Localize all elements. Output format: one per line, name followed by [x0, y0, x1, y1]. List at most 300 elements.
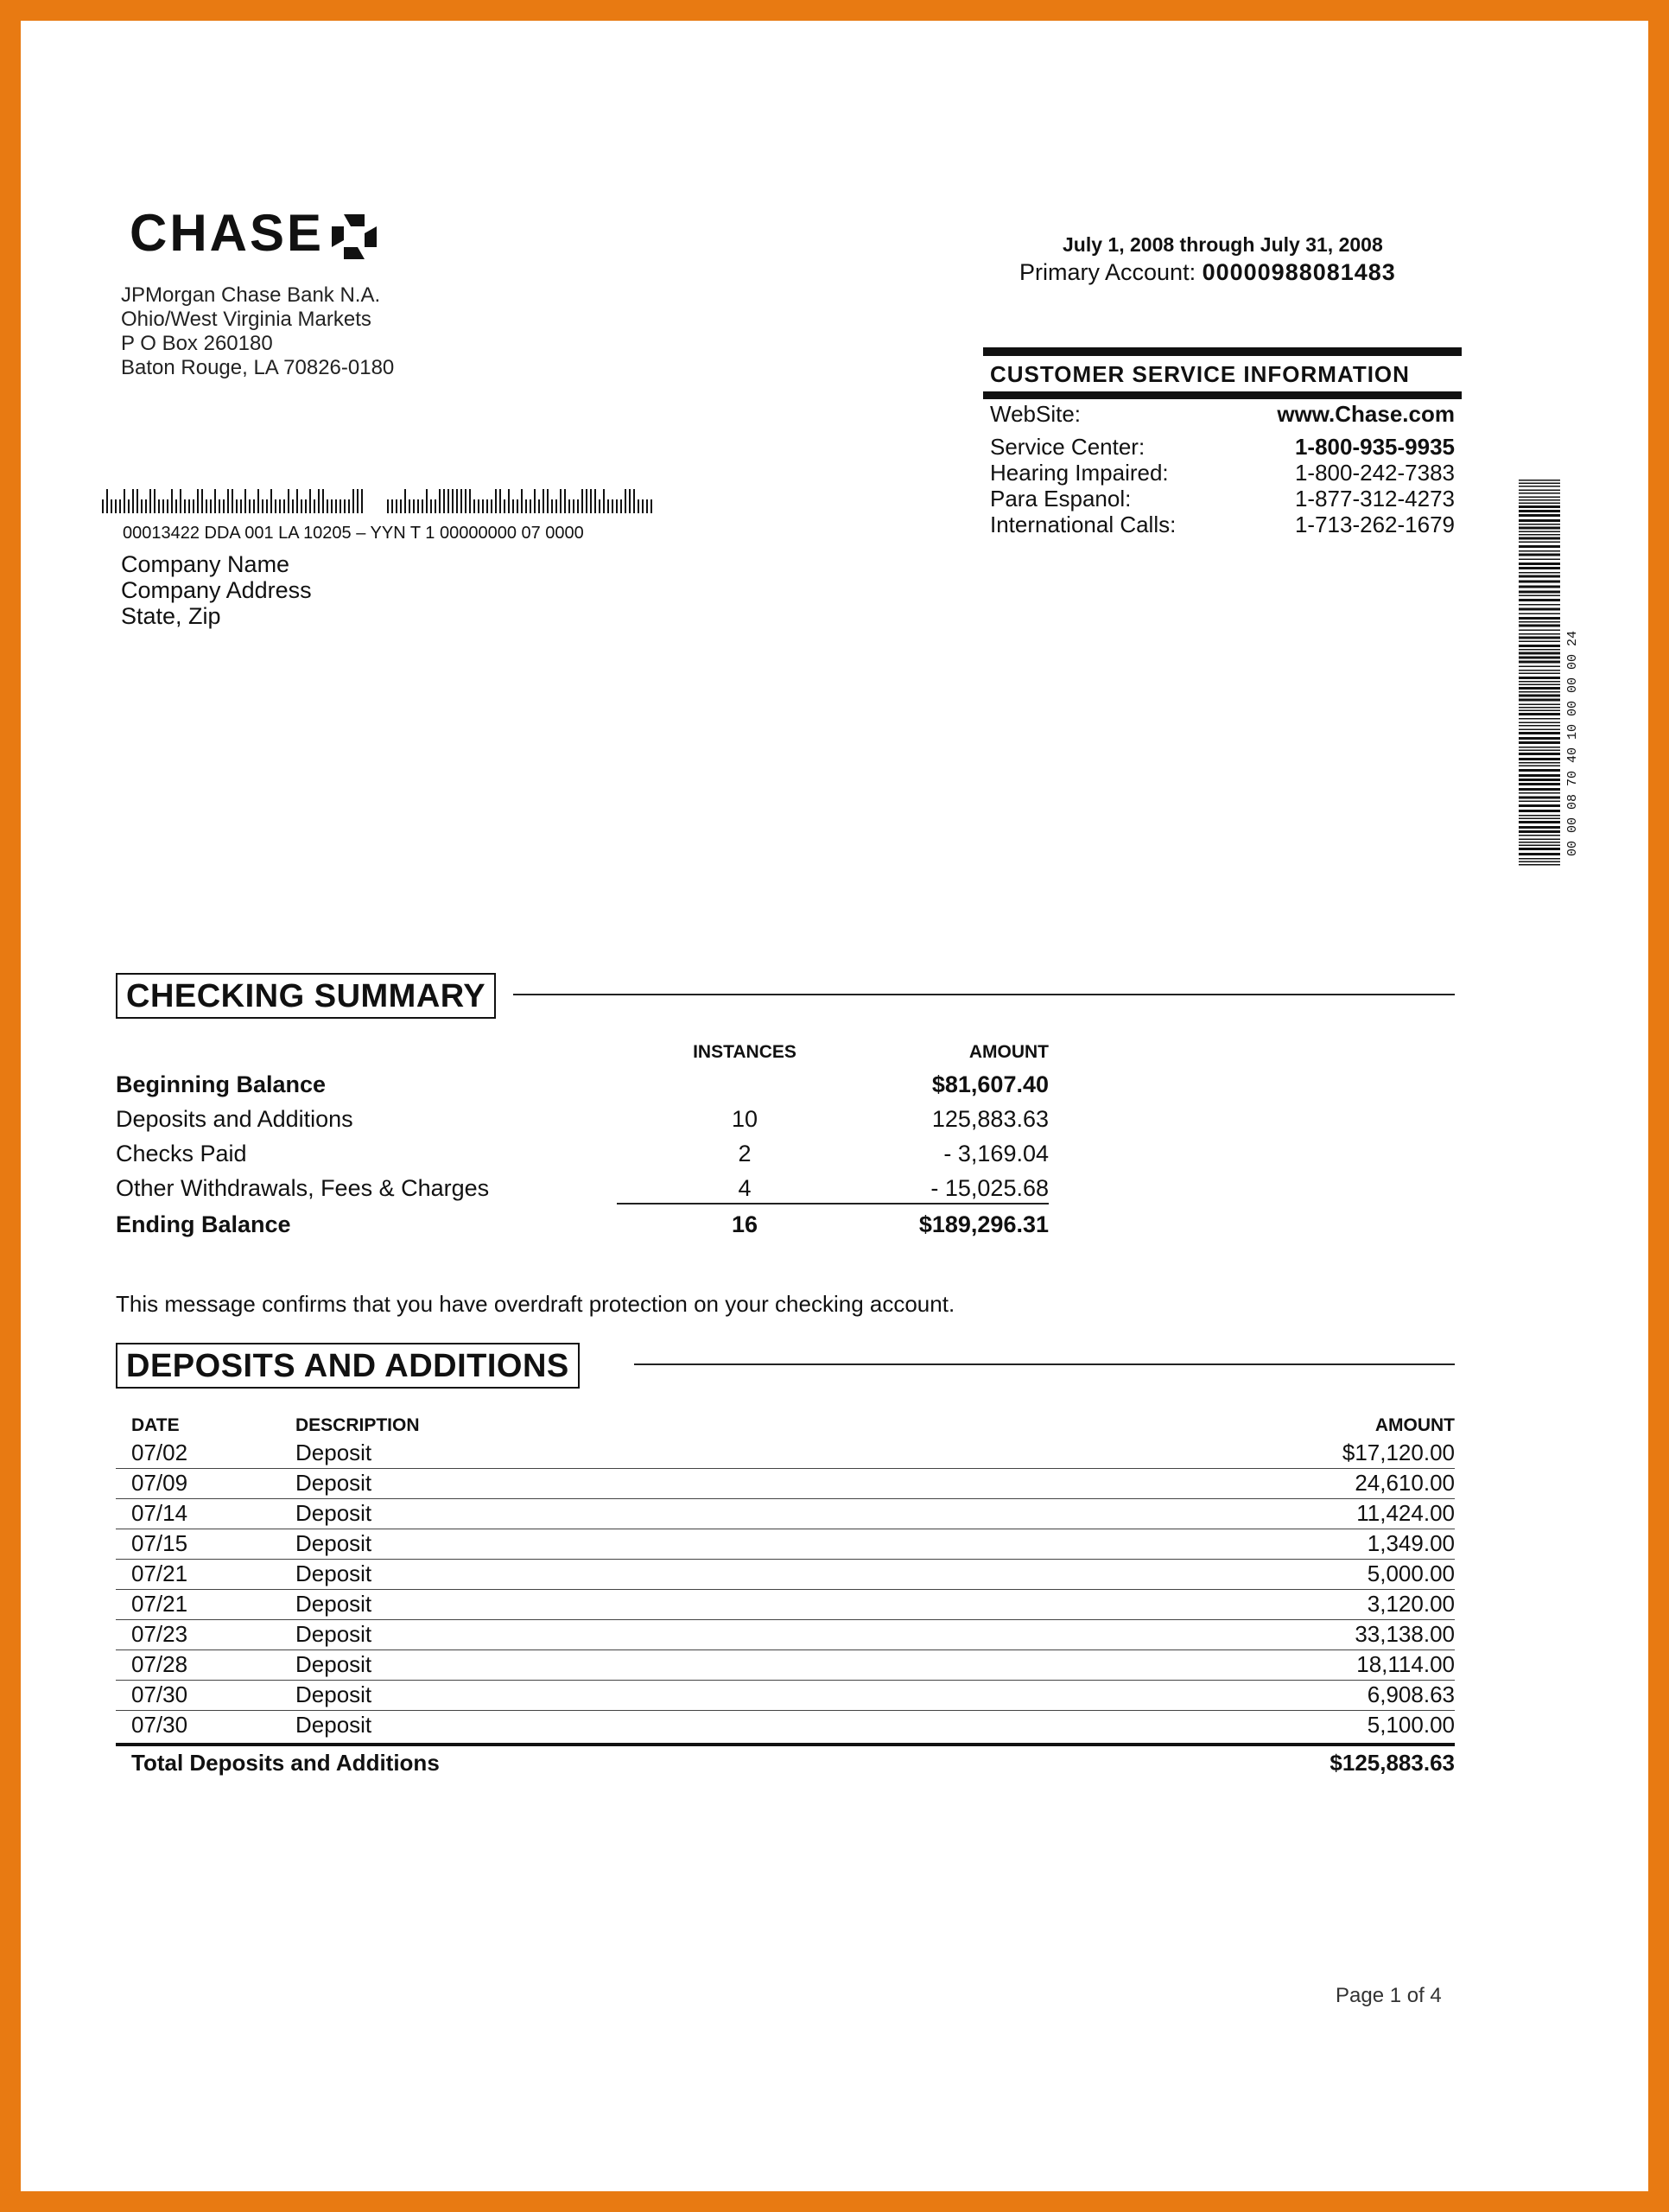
- barcode-bar: [314, 499, 315, 513]
- deposits-total-label: Total Deposits and Additions: [131, 1750, 440, 1776]
- barcode-bar: [1519, 608, 1560, 611]
- deposits-total-amount: $125,883.63: [1329, 1750, 1455, 1776]
- barcode-bar: [508, 489, 510, 513]
- deposit-amount: 5,100.00: [1367, 1712, 1455, 1738]
- barcode-bar: [560, 489, 562, 513]
- barcode-bar: [1519, 621, 1560, 623]
- deposit-row: [116, 1680, 1455, 1711]
- barcode-bar: [439, 489, 441, 513]
- barcode-bar: [262, 499, 263, 513]
- barcode-bar: [136, 489, 138, 513]
- barcode-bar: [1519, 861, 1560, 863]
- barcode-bar: [521, 489, 523, 513]
- page-number: Page 1 of 4: [1336, 1984, 1442, 2007]
- barcode-bar: [154, 489, 155, 513]
- deposit-date: 07/14: [131, 1500, 188, 1526]
- barcode-bar: [417, 499, 419, 513]
- barcode-bar: [1519, 503, 1560, 505]
- barcode-bar: [331, 499, 333, 513]
- barcode-bar: [538, 499, 540, 513]
- deposit-description: Deposit: [295, 1681, 372, 1707]
- barcode-bar: [257, 489, 259, 513]
- barcode-bar: [106, 489, 108, 513]
- barcode-bar: [1519, 633, 1560, 635]
- barcode-bar: [335, 499, 337, 513]
- barcode-bar: [1519, 722, 1560, 724]
- barcode-bar: [1519, 810, 1560, 812]
- barcode-bar: [1519, 684, 1560, 686]
- barcode-bar: [1519, 586, 1560, 588]
- barcode-bar: [193, 499, 194, 513]
- deposit-row: [116, 1468, 1455, 1499]
- barcode-bar: [1519, 534, 1560, 536]
- barcode-bar: [244, 489, 246, 513]
- barcode-bar: [188, 499, 190, 513]
- address-barcode-image: [102, 489, 655, 513]
- deposits-title: DEPOSITS AND ADDITIONS: [116, 1343, 580, 1389]
- summary-row: [116, 1141, 1049, 1175]
- cs-website-link[interactable]: www.Chase.com: [1277, 401, 1455, 427]
- summary-row-total: [116, 1211, 1049, 1246]
- instances-header: INSTANCES: [693, 1042, 796, 1062]
- barcode-bar: [616, 499, 618, 513]
- barcode-bar: [1519, 613, 1560, 615]
- barcode-bar: [1519, 804, 1560, 807]
- cs-row: [983, 434, 1462, 460]
- barcode-bar: [340, 499, 341, 513]
- barcode-bar: [1519, 858, 1560, 860]
- cs-row-label: Service Center:: [990, 434, 1145, 460]
- barcode-bar: [288, 489, 289, 513]
- chase-logo-text: CHASE: [130, 204, 325, 262]
- barcode-bar: [1519, 649, 1560, 651]
- barcode-bar: [275, 499, 276, 513]
- summary-instances: 2: [738, 1141, 752, 1166]
- barcode-bar: [283, 499, 285, 513]
- barcode-bar: [171, 489, 173, 513]
- recipient-line: Company Name: [121, 551, 290, 577]
- cs-title-rule: [983, 391, 1462, 399]
- barcode-bar: [292, 499, 294, 513]
- barcode-bar: [469, 489, 471, 513]
- deposit-description: Deposit: [295, 1440, 372, 1465]
- barcode-bar: [1519, 747, 1560, 748]
- barcode-bar: [1519, 732, 1560, 734]
- barcode-bar: [1519, 625, 1560, 627]
- barcode-bar: [1519, 835, 1560, 836]
- cs-row: [983, 460, 1462, 486]
- barcode-bar: [1519, 581, 1560, 583]
- barcode-bar: [1519, 848, 1560, 850]
- summary-instances: 10: [731, 1106, 758, 1132]
- amount-header: AMOUNT: [968, 1042, 1049, 1062]
- barcode-bar: [1519, 572, 1560, 574]
- barcode-bar: [568, 499, 570, 513]
- barcode-bar: [102, 499, 104, 513]
- barcode-bar: [620, 499, 622, 513]
- barcode-bar: [344, 499, 346, 513]
- barcode-bar: [1519, 527, 1560, 530]
- barcode-bar: [1519, 670, 1560, 671]
- barcode-bar: [409, 499, 410, 513]
- deposit-amount: 11,424.00: [1356, 1500, 1455, 1526]
- barcode-bar: [1519, 710, 1560, 712]
- deposit-description: Deposit: [295, 1530, 372, 1556]
- barcode-bar: [1519, 792, 1560, 794]
- cs-row: [983, 486, 1462, 512]
- cs-row-label: Para Espanol:: [990, 486, 1132, 512]
- barcode-bar: [607, 499, 609, 513]
- barcode-bar: [1519, 864, 1560, 866]
- date-header: DATE: [131, 1415, 180, 1435]
- barcode-bar: [1519, 769, 1560, 772]
- deposit-description: Deposit: [295, 1712, 372, 1738]
- barcode-bar: [1519, 725, 1560, 727]
- deposit-row: [116, 1619, 1455, 1650]
- barcode-bar: [128, 499, 130, 513]
- barcode-bar: [296, 489, 298, 513]
- barcode-bar: [1519, 821, 1560, 823]
- barcode-bar: [413, 499, 415, 513]
- summary-row: [116, 1175, 1049, 1210]
- barcode-bar: [1519, 830, 1560, 833]
- recipient-address: [121, 551, 312, 629]
- deposit-description: Deposit: [295, 1470, 372, 1496]
- deposit-date: 07/28: [131, 1651, 188, 1677]
- barcode-bar: [361, 489, 363, 513]
- bank-address-line: Ohio/West Virginia Markets: [121, 308, 371, 331]
- barcode-bar: [158, 499, 160, 513]
- barcode-bar: [1519, 762, 1560, 764]
- barcode-bar: [1519, 483, 1560, 485]
- barcode-bar: [400, 499, 402, 513]
- barcode-bar: [555, 499, 557, 513]
- barcode-bar: [322, 489, 324, 513]
- checking-summary-heading: [116, 973, 1455, 1016]
- barcode-bar: [1519, 641, 1560, 643]
- barcode-bar: [1519, 652, 1560, 655]
- barcode-bar: [1519, 604, 1560, 606]
- barcode-bar: [1519, 599, 1560, 601]
- statement-period: July 1, 2008 through July 31, 2008: [1063, 233, 1383, 256]
- cs-row-value: 1-877-312-4273: [1294, 486, 1455, 512]
- barcode-bar: [1519, 750, 1560, 752]
- cs-website-label: WebSite:: [990, 401, 1082, 427]
- deposit-amount: 3,120.00: [1367, 1591, 1455, 1617]
- side-barcode-image: [1519, 480, 1581, 867]
- barcode-bar: [1519, 766, 1560, 767]
- bank-address-line: Baton Rouge, LA 70826-0180: [121, 356, 395, 379]
- deposit-date: 07/23: [131, 1621, 188, 1647]
- barcode-bar: [1519, 741, 1560, 744]
- barcode-bar: [1519, 788, 1560, 791]
- deposit-date: 07/21: [131, 1591, 188, 1617]
- chase-octagon-logo-icon: [330, 213, 378, 261]
- barcode-bar: [1519, 617, 1560, 620]
- barcode-bar: [1519, 637, 1560, 639]
- barcode-bar: [1519, 718, 1560, 720]
- barcode-bar: [1519, 542, 1560, 543]
- barcode-bar: [1519, 499, 1560, 501]
- barcode-bar: [1519, 826, 1560, 829]
- barcode-bar: [1519, 510, 1560, 512]
- deposit-amount: 5,000.00: [1367, 1560, 1455, 1586]
- barcode-bar: [495, 489, 497, 513]
- summary-amount: $81,607.40: [931, 1071, 1049, 1097]
- barcode-bar: [543, 489, 544, 513]
- barcode-bar: [210, 499, 212, 513]
- barcode-bar: [1519, 486, 1560, 487]
- barcode-bar: [599, 499, 600, 513]
- barcode-bar: [642, 499, 644, 513]
- barcode-bar: [1519, 818, 1560, 820]
- barcode-bar: [219, 499, 220, 513]
- summary-label: Ending Balance: [116, 1211, 291, 1237]
- barcode-bar: [1519, 505, 1560, 508]
- barcode-bar: [517, 499, 518, 513]
- barcode-bar: [1519, 661, 1560, 664]
- barcode-bar: [1519, 497, 1560, 499]
- deposit-row: [116, 1559, 1455, 1590]
- cs-row-label: Hearing Impaired:: [990, 460, 1169, 486]
- deposits-rule: [634, 1363, 1455, 1365]
- barcode-bar: [478, 499, 479, 513]
- deposit-description: Deposit: [295, 1500, 372, 1526]
- barcode-bar: [1519, 630, 1560, 632]
- barcode-bar: [162, 499, 164, 513]
- checking-summary-title: CHECKING SUMMARY: [116, 973, 496, 1019]
- barcode-bar: [430, 499, 432, 513]
- barcode-bar: [357, 489, 359, 513]
- barcode-bar: [1519, 853, 1560, 855]
- recipient-line: Company Address: [121, 577, 312, 603]
- cs-row-value: 1-800-935-9935: [1294, 434, 1455, 460]
- barcode-bar: [232, 489, 233, 513]
- barcode-bar: [111, 499, 112, 513]
- summary-instances: 4: [738, 1175, 752, 1201]
- barcode-bar: [1519, 839, 1560, 841]
- barcode-bar: [1519, 707, 1560, 709]
- barcode-bar: [1519, 493, 1560, 494]
- barcode-bar: [141, 499, 143, 513]
- deposit-row: [116, 1529, 1455, 1560]
- checking-summary-rule: [513, 994, 1455, 995]
- barcode-bar: [456, 489, 458, 513]
- barcode-bar: [586, 489, 587, 513]
- barcode-bar: [460, 489, 462, 513]
- barcode-bar: [301, 499, 302, 513]
- deposit-date: 07/21: [131, 1560, 188, 1586]
- side-barcode-digits: 00 00 08 70 40 10 00 00 00 24: [1565, 630, 1580, 856]
- barcode-bar: [551, 499, 553, 513]
- bank-address: [121, 283, 394, 380]
- barcode-bar: [279, 499, 281, 513]
- barcode-bar: [473, 499, 475, 513]
- barcode-bar: [1519, 704, 1560, 706]
- barcode-bar: [465, 489, 466, 513]
- barcode-bar: [206, 499, 207, 513]
- summary-amount: $189,296.31: [918, 1211, 1049, 1237]
- primary-account-number: 00000988081483: [1202, 259, 1396, 285]
- barcode-bar: [447, 489, 449, 513]
- deposit-description: Deposit: [295, 1621, 372, 1647]
- barcode-bar: [1519, 753, 1560, 755]
- deposit-row: [116, 1498, 1455, 1529]
- barcode-bar: [499, 489, 501, 513]
- deposit-row: [116, 1710, 1455, 1740]
- barcode-bar: [1519, 645, 1560, 647]
- barcode-bar: [1519, 797, 1560, 799]
- barcode-bar: [1519, 713, 1560, 715]
- barcode-bar: [305, 499, 307, 513]
- barcode-bar: [223, 499, 225, 513]
- barcode-bar: [270, 489, 272, 513]
- barcode-bar: [603, 489, 605, 513]
- deposit-amount: 33,138.00: [1355, 1621, 1455, 1647]
- barcode-bar: [1519, 801, 1560, 803]
- deposit-row: [116, 1438, 1455, 1469]
- deposit-description: Deposit: [295, 1560, 372, 1586]
- deposit-row: [116, 1649, 1455, 1681]
- deposits-heading: [116, 1343, 1455, 1386]
- barcode-bar: [581, 489, 583, 513]
- barcode-bar: [1519, 591, 1560, 594]
- barcode-bar: [1519, 783, 1560, 785]
- cs-top-rule: [983, 347, 1462, 356]
- barcode-bar: [391, 499, 393, 513]
- deposit-description: Deposit: [295, 1591, 372, 1617]
- barcode-bar: [145, 499, 147, 513]
- barcode-bar: [1519, 737, 1560, 740]
- cs-row-label: International Calls:: [990, 512, 1177, 537]
- barcode-bar: [452, 489, 454, 513]
- barcode-bar: [132, 489, 134, 513]
- barcode-bar: [512, 499, 514, 513]
- barcode-bar: [1519, 666, 1560, 668]
- deposit-amount: 24,610.00: [1355, 1470, 1455, 1496]
- summary-row: [116, 1106, 1049, 1141]
- barcode-bar: [348, 499, 350, 513]
- barcode-bar: [167, 499, 168, 513]
- barcode-bar: [629, 489, 631, 513]
- barcode-bar: [214, 489, 216, 513]
- barcode-bar: [1519, 550, 1560, 552]
- barcode-bar: [327, 499, 328, 513]
- barcode-bar: [119, 499, 121, 513]
- barcode-bar: [1519, 490, 1560, 492]
- barcode-bar: [240, 499, 242, 513]
- barcode-bar: [625, 489, 626, 513]
- barcode-bar: [387, 499, 389, 513]
- summary-row: [116, 1071, 1049, 1106]
- barcode-bar: [184, 499, 186, 513]
- deposit-date: 07/09: [131, 1470, 188, 1496]
- overdraft-message: This message confirms that you have overdraft protection on your checking account.: [116, 1291, 955, 1317]
- barcode-bar: [573, 499, 574, 513]
- barcode-bar: [318, 489, 320, 513]
- barcode-bar: [1519, 779, 1560, 781]
- barcode-bar: [1519, 774, 1560, 777]
- barcode-bar: [396, 499, 397, 513]
- barcode-bar: [227, 489, 229, 513]
- barcode-bar: [1519, 695, 1560, 697]
- barcode-bar: [175, 499, 177, 513]
- barcode-bar: [1519, 514, 1560, 517]
- barcode-bar: [564, 489, 566, 513]
- barcode-bar: [201, 489, 203, 513]
- barcode-bar: [482, 499, 484, 513]
- barcode-bar: [1519, 677, 1560, 679]
- barcode-bar: [1519, 595, 1560, 597]
- barcode-bar: [124, 489, 125, 513]
- barcode-bar: [1519, 691, 1560, 693]
- barcode-bar: [486, 499, 488, 513]
- barcode-bar: [149, 489, 151, 513]
- cs-row-value: 1-800-242-7383: [1294, 460, 1455, 486]
- address-barcode-code: 00013422 DDA 001 LA 10205 – YYN T 1 00000000 07 0000: [123, 524, 584, 543]
- cs-title: CUSTOMER SERVICE INFORMATION: [990, 361, 1410, 387]
- barcode-bar: [253, 499, 255, 513]
- bank-address-line: JPMorgan Chase Bank N.A.: [121, 283, 381, 307]
- barcode-bar: [115, 499, 117, 513]
- barcode-bar: [266, 499, 268, 513]
- barcode-bar: [491, 499, 492, 513]
- summary-amount: - 3,169.04: [943, 1141, 1049, 1166]
- bank-address-line: P O Box 260180: [121, 332, 273, 355]
- summary-total-rule: [617, 1203, 1049, 1205]
- barcode-bar: [1519, 480, 1560, 481]
- summary-amount: - 15,025.68: [930, 1175, 1049, 1201]
- deposit-date: 07/30: [131, 1712, 188, 1738]
- barcode-bar: [1519, 687, 1560, 690]
- deposits-total-row: [116, 1743, 1455, 1776]
- barcode-bar: [1519, 545, 1560, 548]
- barcode-bar: [426, 489, 428, 513]
- barcode-bar: [1519, 845, 1560, 847]
- cs-row-value: 1-713-262-1679: [1294, 512, 1455, 537]
- recipient-line: State, Zip: [121, 603, 221, 629]
- deposit-row: [116, 1589, 1455, 1620]
- barcode-bar: [1519, 567, 1560, 569]
- barcode-bar: [180, 489, 181, 513]
- barcode-bar: [547, 489, 549, 513]
- barcode-bar: [534, 489, 536, 513]
- barcode-bar: [1519, 531, 1560, 533]
- barcode-bar: [352, 489, 354, 513]
- barcode-bar: [1519, 563, 1560, 565]
- barcode-bar: [1519, 554, 1560, 556]
- barcode-bar: [530, 499, 531, 513]
- deposit-amount: 1,349.00: [1367, 1530, 1455, 1556]
- barcode-bar: [1519, 699, 1560, 702]
- deposit-date: 07/30: [131, 1681, 188, 1707]
- barcode-bar: [525, 499, 527, 513]
- barcode-bar: [1519, 842, 1560, 843]
- barcode-bar: [1519, 815, 1560, 817]
- description-header: DESCRIPTION: [295, 1415, 420, 1435]
- deposit-description: Deposit: [295, 1651, 372, 1677]
- primary-account-label: Primary Account:: [1019, 259, 1196, 285]
- deposit-amount: $17,120.00: [1342, 1440, 1455, 1465]
- primary-account: [1019, 259, 1396, 286]
- summary-instances: 16: [731, 1211, 758, 1237]
- barcode-bar: [1519, 673, 1560, 675]
- barcode-bar: [650, 499, 652, 513]
- barcode-bar: [577, 499, 579, 513]
- barcode-bar: [1519, 657, 1560, 659]
- barcode-bar: [594, 489, 596, 513]
- customer-service-box: [983, 347, 1462, 537]
